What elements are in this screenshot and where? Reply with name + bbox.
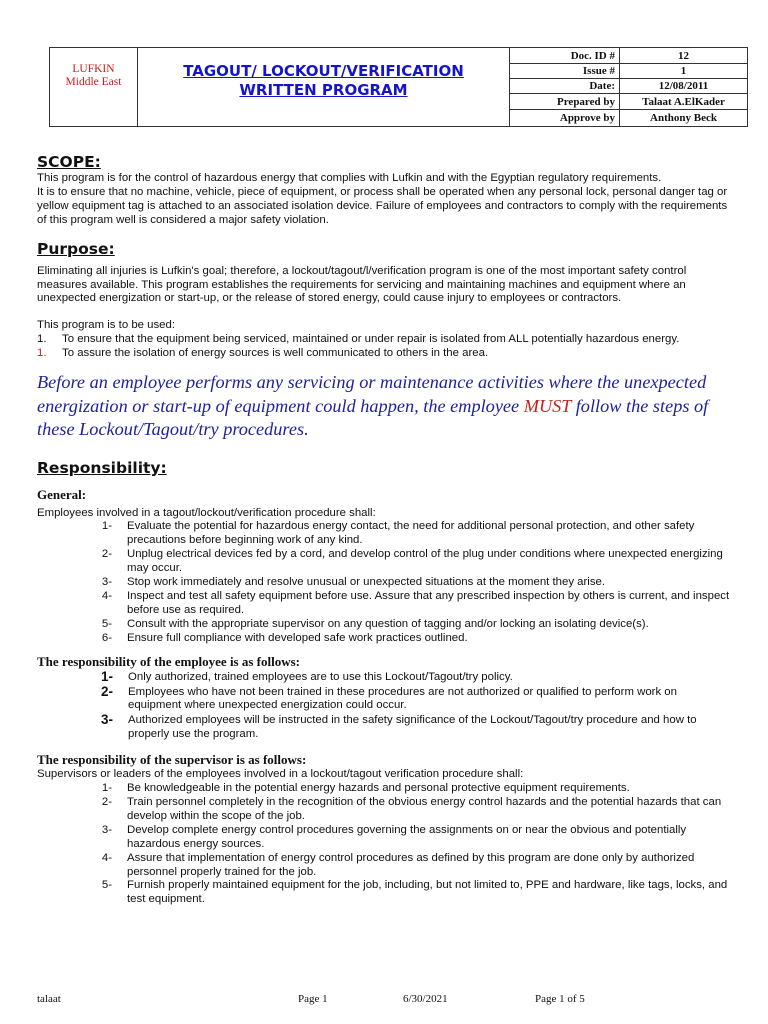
document-body <box>37 152 732 907</box>
list-item-number: 3- <box>101 576 112 589</box>
list-item-number: 1. <box>37 333 47 346</box>
list-item <box>37 796 732 824</box>
employee-responsibility-list <box>37 670 732 743</box>
general-list <box>37 520 732 645</box>
list-item <box>37 618 732 632</box>
page-footer <box>0 993 768 1009</box>
list-item-number: 2- <box>101 795 112 808</box>
issue-label: Issue # <box>510 64 620 79</box>
list-item-number: 6- <box>101 631 112 644</box>
list-item-text: Stop work immediately and resolve unusual or unexpected situations at the moment they arise. <box>127 576 606 589</box>
list-item <box>37 347 732 361</box>
list-item-text: Authorized employees will be instructed in the safety significance of the Lockout/Tagout/try procedure and how to properly use the program. <box>128 714 697 741</box>
list-item <box>37 685 732 714</box>
general-heading: General: <box>37 486 87 502</box>
list-item <box>37 576 732 590</box>
list-item-text: Assure that implementation of energy control procedures as defined by this program are done only by authorized personnel properly trained for the job. <box>127 851 695 878</box>
employee-responsibility-heading: The responsibility of the employee is as follows: <box>37 653 301 669</box>
footer-author: talaat <box>37 993 61 1005</box>
doc-id-label: Doc. ID # <box>510 48 620 64</box>
list-item-text: To ensure that the equipment being serviced, maintained or under repair is isolated from ALL potentially hazardous energy. <box>62 333 680 346</box>
supervisor-responsibility-heading: The responsibility of the supervisor is as follows: <box>37 752 307 768</box>
list-item-number: 4- <box>101 590 112 602</box>
document-title <box>138 48 510 127</box>
list-item-number: 1- <box>101 520 112 533</box>
list-item <box>37 852 732 880</box>
list-item-text: Develop complete energy control procedures governing the assignments on or near the obvious and potentially hazardous energy sources. <box>127 823 687 850</box>
list-item-text: Be knowledgeable in the potential energy hazards and personal protective equipment requirements. <box>127 782 630 795</box>
list-item-number: 3- <box>101 823 112 836</box>
issue-value: 1 <box>620 64 748 79</box>
scope-paragraph-1: This program is for the control of hazardous energy that complies with Lufkin and with the Egyptian regulatory requirements. <box>37 172 662 184</box>
list-item <box>37 590 732 618</box>
list-item <box>37 713 732 742</box>
purpose-list <box>37 333 732 361</box>
list-item-number: 4- <box>101 851 112 864</box>
note-text-after: follow the steps of these Lockout/Tagout/try procedures. <box>37 395 709 440</box>
list-item-text: Evaluate the potential for hazardous energy contact, the need for additional personal protection, and other safety precautions before beginning work of any kind. <box>127 520 695 547</box>
list-item <box>37 879 732 907</box>
list-item-text: Inspect and test all safety equipment before use. Assure that any prescribed inspection by others is current, and inspect before use as required. <box>127 590 730 616</box>
list-item-text: Unplug electrical devices fed by a cord, and develop control of the plug under conditions where unexpected energizing may occur. <box>127 548 723 575</box>
company-region: Middle East <box>65 76 122 88</box>
approve-by-label: Approve by <box>510 110 620 127</box>
scope-heading: SCOPE: <box>37 153 101 171</box>
supervisor-responsibility-list <box>37 782 732 907</box>
list-item-text: To assure the isolation of energy sources is well communicated to others in the area. <box>62 347 489 360</box>
title-line-1: TAGOUT/ LOCKOUT/VERIFICATION <box>183 62 464 80</box>
title-line-2: WRITTEN PROGRAM <box>239 81 408 99</box>
list-item <box>37 782 732 796</box>
footer-page-of: Page 1 of 5 <box>535 993 585 1005</box>
list-item <box>37 333 732 347</box>
purpose-paragraph-2: This program is to be used: <box>37 319 176 332</box>
note-must: MUST <box>523 395 572 416</box>
footer-page: Page 1 <box>298 993 328 1005</box>
prepared-by-value: Talaat A.ElKader <box>620 94 748 110</box>
list-item-number: 1- <box>101 782 112 795</box>
list-item-number: 2- <box>100 683 113 699</box>
approve-by-value: Anthony Beck <box>620 110 748 127</box>
list-item-number: 1. <box>37 347 47 360</box>
list-item-number: 5- <box>101 879 112 892</box>
list-item <box>37 824 732 852</box>
list-item <box>37 520 732 548</box>
list-item-text: Train personnel completely in the recognition of the obvious energy control hazards and the potential hazards that can develop within the scope of the job. <box>127 795 722 822</box>
list-item-text: Furnish properly maintained equipment for the job, including, but not limited to, PPE and hardware, like tags, locks, and test equipment. <box>127 879 728 906</box>
list-item-text: Consult with the appropriate supervisor on any question of tagging and/or locking an isolating device(s). <box>127 617 649 630</box>
prepared-by-label: Prepared by <box>510 94 620 110</box>
list-item <box>37 670 732 685</box>
responsibility-heading: Responsibility: <box>37 458 167 477</box>
purpose-paragraph-1: Eliminating all injuries is Lufkin's goal; therefore, a lockout/tagout/l/verification program is one of the most important safety control measures available. This program establishes the requirements for servicing and maintaining machines and equipment where an unexpected energization or start-up, or the release of stored energy, could cause injury to employees or contractors. <box>37 264 687 305</box>
date-label: Date: <box>510 79 620 94</box>
doc-id-value: 12 <box>620 48 748 64</box>
list-item-text: Only authorized, trained employees are to use this Lockout/Tagout/try policy. <box>128 670 513 683</box>
supervisor-intro: Supervisors or leaders of the employees involved in a lockout/tagout verification procedure shall: <box>37 768 524 781</box>
list-item-number: 2- <box>101 548 112 561</box>
list-item-number: 1- <box>100 668 113 684</box>
company-name: LUFKIN <box>72 63 115 75</box>
scope-paragraph-2: It is to ensure that no machine, vehicle, piece of equipment, or process shall be operated when any personal lock, personal danger tag or yellow equipment tag is attached to an associated isolation device. Failure of employees and contractors to comply with the requirements of this program well is considered a major safety violation. <box>37 185 728 226</box>
list-item-number: 5- <box>101 617 112 630</box>
list-item-text: Employees who have not been trained in these procedures are not authorized or qualified to perform work on equipment where unexpected energization could occur. <box>128 685 677 712</box>
list-item <box>37 548 732 576</box>
list-item <box>37 632 732 646</box>
company-cell <box>50 48 138 127</box>
warning-note <box>37 371 732 442</box>
footer-date: 6/30/2021 <box>403 993 448 1005</box>
general-intro: Employees involved in a tagout/lockout/verification procedure shall: <box>37 506 376 519</box>
date-value: 12/08/2011 <box>620 79 748 94</box>
document-header-table <box>49 47 748 127</box>
list-item-number: 3- <box>100 712 113 728</box>
note-text-before: Before an employee performs any servicing or maintenance activities where the unexpected energization or start-up of equipment could happen, the employee <box>37 372 707 416</box>
purpose-heading: Purpose: <box>37 239 115 258</box>
list-item-text: Ensure full compliance with developed safe work practices outlined. <box>127 631 468 644</box>
